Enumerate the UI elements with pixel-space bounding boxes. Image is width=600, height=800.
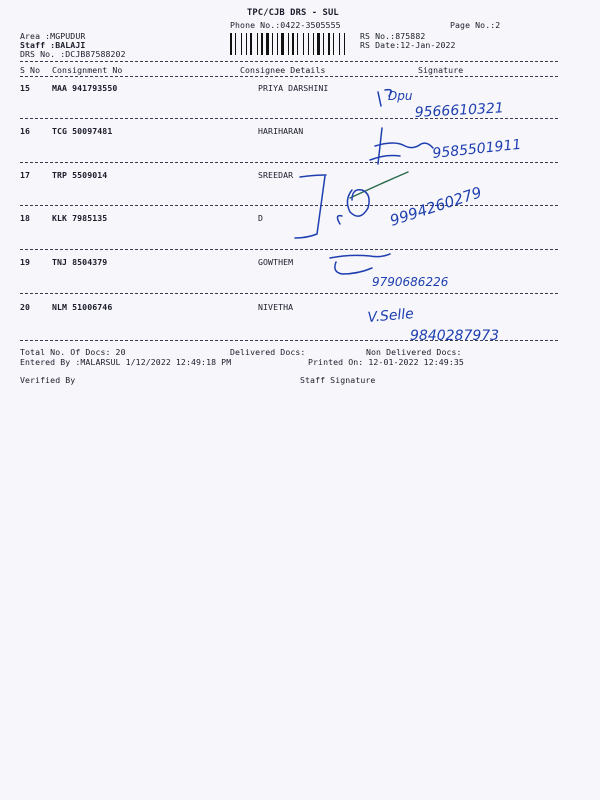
row-consignee: GOWTHEM: [258, 257, 294, 267]
row-consignee: D: [258, 213, 264, 223]
rs-number: RS No.:875882: [360, 31, 426, 41]
phone-16: 9585501911: [431, 136, 523, 162]
col-signature: Signature: [418, 65, 464, 75]
non-delivered-docs: Non Delivered Docs:: [366, 347, 462, 357]
document-title: TPC/CJB DRS - SUL: [247, 8, 339, 18]
phone-15: 9566610321: [414, 100, 505, 121]
col-consignee: Consignee Details: [240, 65, 326, 75]
phone-19: 9790686226: [372, 275, 449, 289]
staff-signature: Staff Signature: [300, 375, 376, 385]
signature-mark-19: [330, 254, 390, 274]
row-consignment: MAA 941793550: [52, 83, 118, 93]
verified-by: Verified By: [20, 375, 76, 385]
drs-number: DRS No. :DCJB87588202: [20, 49, 126, 59]
row-consignee: SREEDAR: [258, 170, 294, 180]
staff-field: Staff :BALAJI: [20, 40, 86, 50]
row-sno: 20: [20, 302, 31, 312]
row-sno: 16: [20, 126, 31, 136]
signature-mark-17c: [337, 190, 369, 224]
row-consignment: TNJ 8504379: [52, 257, 108, 267]
row-sno: 17: [20, 170, 31, 180]
row-sno: 19: [20, 257, 31, 267]
phone-number: Phone No.:0422-3505555: [230, 20, 341, 30]
row-sno: 15: [20, 83, 31, 93]
phone-17: 9994260279: [387, 183, 485, 230]
row-consignment: KLK 7985135: [52, 213, 108, 223]
area-field: Area :MGPUDUR: [20, 31, 86, 41]
delivered-docs: Delivered Docs:: [230, 347, 306, 357]
signature-mark-17: [295, 175, 326, 238]
col-sno: S No: [20, 65, 41, 75]
row-consignment: TCG 50097481: [52, 126, 113, 136]
signature-mark-16: [370, 128, 433, 164]
total-docs: Total No. Of Docs: 20: [20, 347, 126, 357]
phone-20: 9840287973: [410, 328, 500, 344]
page-number: Page No.:2: [450, 20, 501, 30]
row-consignment: TRP 5509014: [52, 170, 108, 180]
col-consignment: Consignment No: [52, 65, 123, 75]
signature-overlay: [0, 0, 600, 360]
row-sno: 18: [20, 213, 31, 223]
row-consignment: NLM 51006746: [52, 302, 113, 312]
rs-date: RS Date:12-Jan-2022: [360, 40, 456, 50]
signature-mark-17b: [350, 172, 408, 198]
row-consignee: NIVETHA: [258, 302, 294, 312]
row-consignee: PRIYA DARSHINI: [258, 83, 329, 93]
signature-20: V.Selle: [366, 306, 415, 326]
row-consignee: HARIHARAN: [258, 126, 304, 136]
printed-on: Printed On: 12-01-2022 12:49:35: [308, 357, 464, 367]
entered-by: Entered By :MALARSUL 1/12/2022 12:49:18 PM: [20, 357, 232, 367]
signature-15: Dpu: [388, 89, 413, 103]
